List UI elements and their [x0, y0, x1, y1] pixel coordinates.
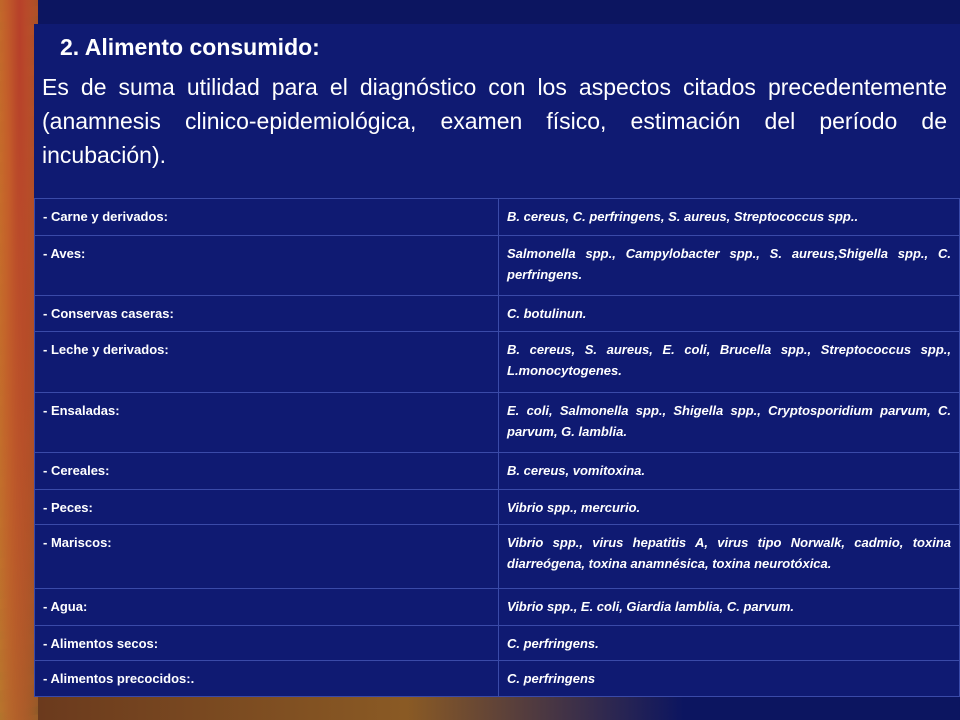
food-cell: - Peces: — [35, 490, 499, 525]
food-cell: - Alimentos precocidos:. — [35, 661, 499, 697]
table-row — [35, 661, 960, 697]
slide-paragraph: Es de suma utilidad para el diagnóstico con los aspectos citados precedentemente (anamnesis clinico-epidemiológica, examen físico, estimación del período de incubación). — [42, 74, 947, 168]
food-cell: - Aves: — [35, 236, 499, 296]
pathogen-cell: E. coli, Salmonella spp., Shigella spp., Cryptosporidium parvum, C. parvum, G. lamblia. — [499, 393, 960, 453]
table-row — [35, 453, 960, 490]
pathogen-cell: B. cereus, S. aureus, E. coli, Brucella spp., Streptococcus spp., L.monocytogenes. — [499, 332, 960, 393]
food-cell: - Carne y derivados: — [35, 199, 499, 236]
table-row — [35, 525, 960, 589]
pathogen-cell: B. cereus, vomitoxina. — [499, 453, 960, 490]
table-row — [35, 332, 960, 393]
table-row — [35, 236, 960, 296]
table-row — [35, 490, 960, 525]
pathogen-cell: C. perfringens — [499, 661, 960, 697]
food-cell: - Ensaladas: — [35, 393, 499, 453]
food-cell: - Conservas caseras: — [35, 296, 499, 332]
slide-heading: 2. Alimento consumido: — [60, 34, 320, 60]
food-cell: - Mariscos: — [35, 525, 499, 589]
pathogen-cell: B. cereus, C. perfringens, S. aureus, Streptococcus spp.. — [499, 199, 960, 236]
pathogen-cell: Vibrio spp., E. coli, Giardia lamblia, C. parvum. — [499, 589, 960, 626]
pathogen-cell: Vibrio spp., virus hepatitis A, virus tipo Norwalk, cadmio, toxina diarreógena, toxina anamnésica, toxina neurotóxica. — [499, 525, 960, 589]
pathogen-cell: C. botulinun. — [499, 296, 960, 332]
food-cell: - Cereales: — [35, 453, 499, 490]
food-cell: - Agua: — [35, 589, 499, 626]
decorative-left-border — [0, 0, 38, 720]
food-cell: - Alimentos secos: — [35, 626, 499, 661]
food-cell: - Leche y derivados: — [35, 332, 499, 393]
decorative-bottom-border — [38, 697, 960, 720]
food-pathogen-table — [34, 198, 960, 697]
pathogen-cell: Salmonella spp., Campylobacter spp., S. aureus,Shigella spp., C. perfringens. — [499, 236, 960, 296]
pathogen-cell: C. perfringens. — [499, 626, 960, 661]
pathogen-cell: Vibrio spp., mercurio. — [499, 490, 960, 525]
table-row — [35, 296, 960, 332]
table-row — [35, 393, 960, 453]
table-row — [35, 626, 960, 661]
table-row — [35, 199, 960, 236]
table-row — [35, 589, 960, 626]
